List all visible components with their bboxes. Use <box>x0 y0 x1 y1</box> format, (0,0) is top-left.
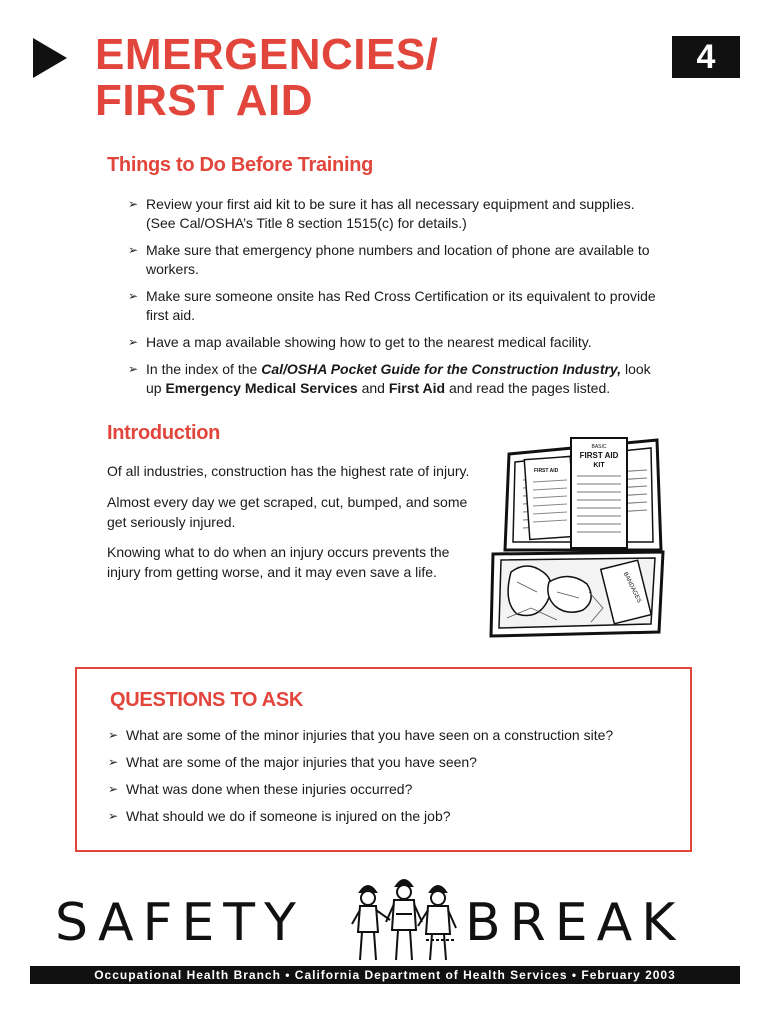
list-item-and: and <box>357 380 389 396</box>
page-title-line-1: EMERGENCIES/ <box>95 30 439 79</box>
arrowhead-bullet-icon: ➢ <box>108 755 119 769</box>
list-item-text: Make sure that emergency phone numbers and location of phone are available to workers. <box>146 242 650 277</box>
triangle-marker-icon <box>33 38 67 78</box>
arrowhead-bullet-icon: ➢ <box>108 809 119 823</box>
question-text: What should we do if someone is injured on the job? <box>126 808 451 824</box>
list-item <box>106 780 676 799</box>
emergency-medical-services-term: Emergency Medical Services <box>165 380 358 396</box>
before-training-list <box>126 195 666 406</box>
arrowhead-bullet-icon: ➢ <box>128 335 139 349</box>
first-aid-term: First Aid <box>388 380 446 396</box>
question-text: What are some of the minor injuries that you have seen on a construction site? <box>126 727 614 743</box>
kit-top-label: BASIC <box>591 444 607 450</box>
introduction-heading: Introduction <box>107 422 221 444</box>
construction-workers-icon <box>350 876 458 964</box>
page-title <box>95 32 438 124</box>
list-item <box>126 287 666 325</box>
list-item <box>106 726 676 745</box>
list-item-suffix: and read the pages listed. <box>445 380 611 396</box>
list-item <box>126 195 666 233</box>
list-item <box>126 241 666 279</box>
questions-box <box>75 667 692 852</box>
kit-main-label: FIRST AID <box>579 451 619 460</box>
questions-heading: QUESTIONS TO ASK <box>110 689 304 711</box>
list-item <box>126 333 666 352</box>
pocket-guide-title: Cal/OSHA Pocket Guide for the Construction Industry, <box>261 361 622 377</box>
list-item-prefix: In the index of the <box>146 361 262 377</box>
bandages-label: BANDAGES <box>621 571 642 604</box>
intro-paragraph: Of all industries, construction has the highest rate of injury. <box>107 463 470 479</box>
list-item-text: Have a map available showing how to get to the nearest medical facility. <box>146 334 592 350</box>
arrowhead-bullet-icon: ➢ <box>128 362 139 376</box>
arrowhead-bullet-icon: ➢ <box>128 197 139 211</box>
arrowhead-bullet-icon: ➢ <box>128 289 139 303</box>
list-item <box>126 360 666 398</box>
page-title-line-2: FIRST AID <box>95 76 313 125</box>
list-item-text: Review your first aid kit to be sure it has all necessary equipment and supplies. (See Cal/OSHA’s Title 8 section 1515(c) for details.) <box>146 196 635 231</box>
arrowhead-bullet-icon: ➢ <box>108 782 119 796</box>
list-item-text: Make sure someone onsite has Red Cross Certification or its equivalent to provide first aid. <box>146 288 656 323</box>
footer-bar: Occupational Health Branch • California Department of Health Services • February 2003 <box>30 966 740 984</box>
question-text: What was done when these injuries occurred? <box>126 781 413 797</box>
list-item <box>106 807 676 826</box>
intro-paragraph: Knowing what to do when an injury occurs prevents the injury from getting worse, and it may even save a life. <box>107 544 450 580</box>
before-training-heading: Things to Do Before Training <box>107 154 374 176</box>
list-item <box>106 753 676 772</box>
chapter-number-badge: 4 <box>672 36 740 78</box>
intro-paragraph: Almost every day we get scraped, cut, bumped, and some get seriously injured. <box>107 494 468 530</box>
questions-list <box>106 726 676 834</box>
arrowhead-bullet-icon: ➢ <box>108 728 119 742</box>
list-item-middle: look up <box>146 361 651 396</box>
kit-sub-label: KIT <box>593 462 605 469</box>
question-text: What are some of the major injuries that you have seen? <box>126 754 477 770</box>
kit-small-label: FIRST AID <box>534 468 559 474</box>
break-wordmark: BREAK <box>465 893 685 953</box>
arrowhead-bullet-icon: ➢ <box>128 243 139 257</box>
safety-wordmark: SAFETY <box>55 893 305 953</box>
first-aid-kit-illustration <box>487 432 665 642</box>
